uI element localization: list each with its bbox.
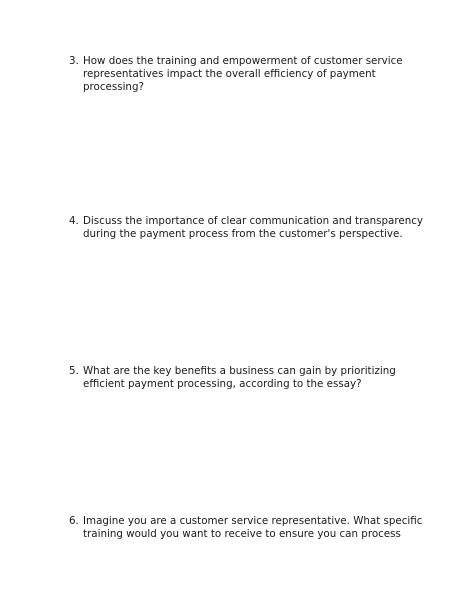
question-text-line: What are the key benefits a business can gain by prioritizing xyxy=(83,365,396,377)
question-4 xyxy=(69,215,429,241)
question-number: 6. xyxy=(69,515,79,527)
question-3 xyxy=(69,55,429,94)
question-number: 3. xyxy=(69,55,79,67)
question-text-line: training would you want to receive to ensure you can process xyxy=(83,528,401,540)
question-text-line: Imagine you are a customer service representative. What specific xyxy=(83,515,423,527)
question-text-line: processing? xyxy=(83,81,144,93)
question-text-line: How does the training and empowerment of customer service xyxy=(83,55,403,67)
question-text-line: Discuss the importance of clear communication and transparency xyxy=(83,215,423,227)
question-text-line: efficient payment processing, according to the essay? xyxy=(83,378,362,390)
question-text-line: during the payment process from the customer's perspective. xyxy=(83,228,403,240)
question-5 xyxy=(69,365,429,391)
question-number: 5. xyxy=(69,365,79,377)
question-text-line: representatives impact the overall efficiency of payment xyxy=(83,68,376,80)
question-number: 4. xyxy=(69,215,79,227)
question-6 xyxy=(69,515,429,541)
